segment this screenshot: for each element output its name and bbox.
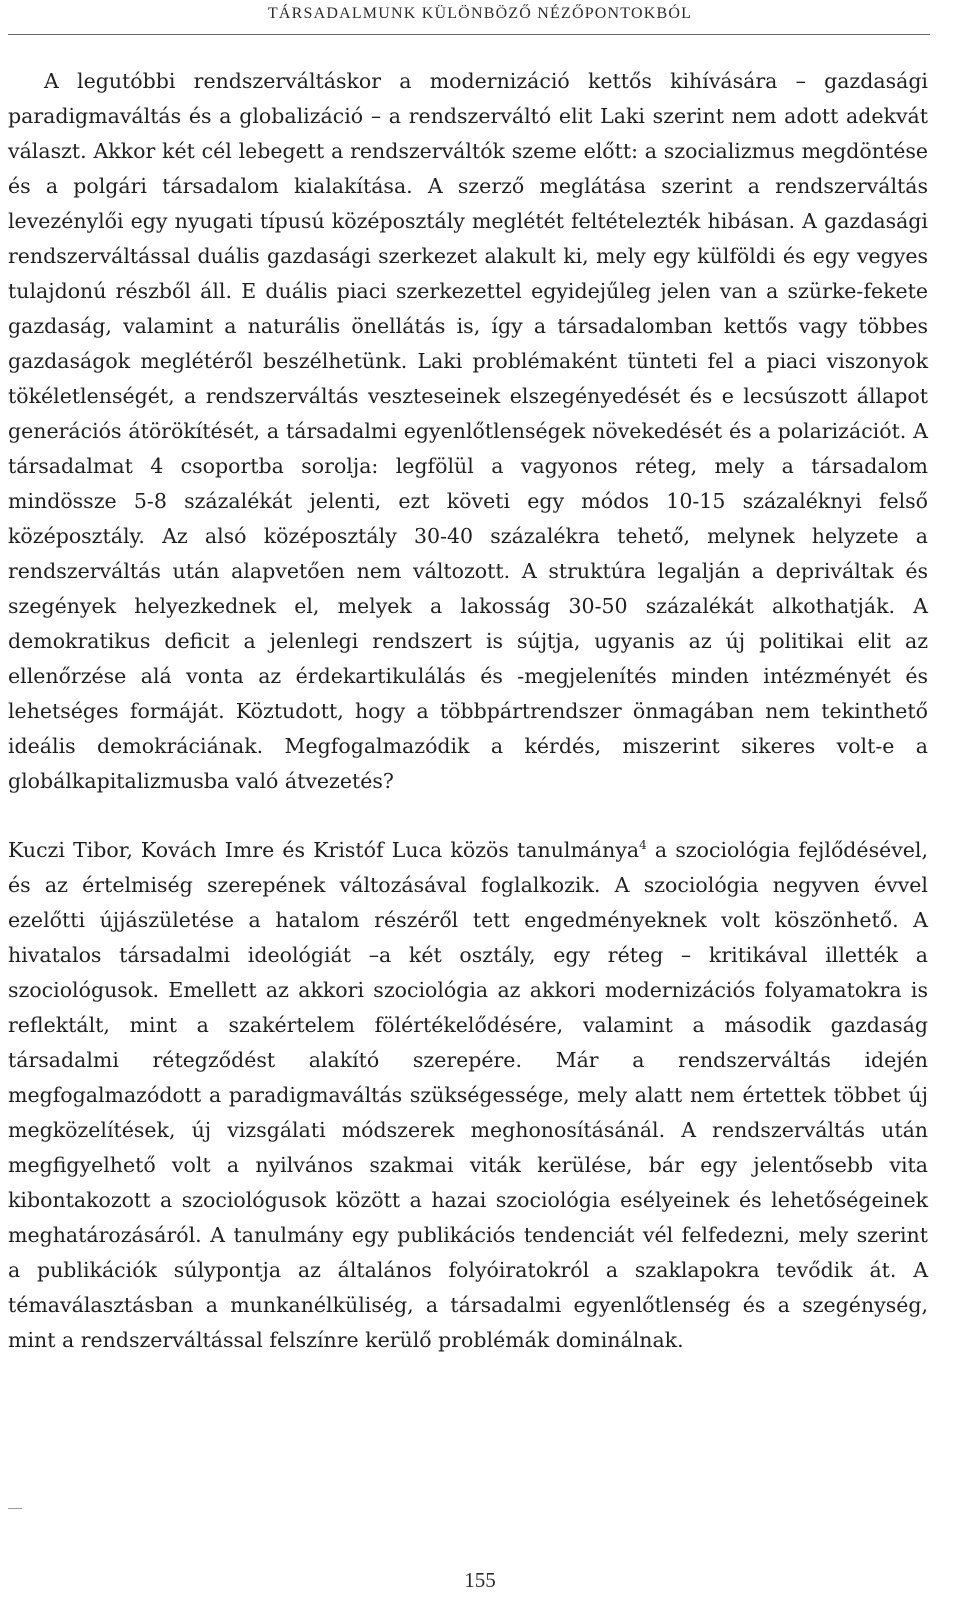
body-text (8, 64, 928, 1358)
page-number: 155 (464, 1568, 496, 1592)
footnote-rule (8, 1508, 22, 1509)
paragraph-2 (8, 833, 928, 1358)
footnote-reference[interactable]: 4 (639, 838, 647, 852)
paragraph-2-rest: a szociológia fejlődésével, és az értelmiség szerepének változásával foglalkozik. A szociológia negyven évvel ezelőtti újjászületése a hatalom részéről tett engedményeknek volt köszönhető. A hivatalos társadalmi ideológiát –a két osztály, egy réteg – kritikával illették a szociológusok. Emellett az akkori szociológia az akkori modernizációs folyamatokra is reflektált, mint a szakértelem fölértékelődésére, valamint a második gazdaság társadalmi rétegződést alakító szerepére. Már a rendszerváltás idején megfogalmazódott a paradigmaváltás szükségessége, mely alatt nem értettek többet új megközelítések, új vizsgálati módszerek meghonosításánál. A rendszerváltás után megfigyelhető volt a nyilvános szakmai viták kerülése, bár egy jelentősebb vita kibontakozott a szociológusok között a hazai szociológia esélyeinek és lehetőségeinek meghatározásáról. A tanulmány egy publikációs tendenciát vél felfedezni, mely szerint a publikációk súlypontja az általános folyóiratokról a szaklapokra tevődik át. A témaválasztásban a munkanélküliség, a társadalmi egyenlőtlenség és a szegénység, mint a rendszerváltással felszínre kerülő problémák dominálnak. (8, 838, 929, 1352)
header-rule (8, 34, 930, 35)
paragraph-1: A legutóbbi rendszerváltáskor a modernizáció kettős kihívására – gazdasági paradigmaváltás és a globalizáció – a rendszerváltó elit Laki szerint nem adott adekvát választ. Akkor két cél lebegett a rendszerváltók szeme előtt: a szocializmus megdöntése és a polgári társadalom kialakítása. A szerző meglátása szerint a rendszerváltás levezénylői egy nyugati típusú középosztály meglétét feltételezték hibásan. A gazdasági rendszerváltással duális gazdasági szerkezet alakult ki, mely egy külföldi és egy vegyes tulajdonú részből áll. E duális piaci szerkezettel egyidejűleg jelen van a szürke-fekete gazdaság, valamint a naturális önellátás is, így a társadalomban kettős vagy többes gazdaságok meglétéről beszélhetünk. Laki problémaként tünteti fel a piaci viszonyok tökéletlenségét, a rendszerváltás veszteseinek elszegényedését és e lecsúszott állapot generációs átörökítését, a társadalmi egyenlőtlenségek növekedését és a polarizációt. A társadalmat 4 csoportba sorolja: legfölül a vagyonos réteg, mely a társadalom mindössze 5-8 százalékát jelenti, ezt követi egy módos 10-15 százaléknyi felső középosztály. Az alsó középosztály 30-40 százalékra tehető, melynek helyzete a rendszerváltás után alapvetően nem változott. A struktúra legalján a depriváltak és szegények helyezkednek el, melyek a lakosság 30-50 százalékát alkothatják. A demokratikus deficit a jelenlegi rendszert is sújtja, ugyanis az új politikai elit az ellenőrzése alá vonta az érdekartikulálás és -megjelenítés minden intézményét és lehetséges formáját. Köztudott, hogy a többpártrendszer önmagában nem tekinthető ideális demokráciának. Megfogalmazódik a kérdés, miszerint sikeres volt-e a globálkapitalizmusba való átvezetés? (8, 69, 928, 793)
running-header: TÁRSADALMUNK KÜLÖNBÖZŐ NÉZŐPONTOKBÓL (267, 5, 693, 22)
paragraph-2-lead: Kuczi Tibor, Kovách Imre és Kristóf Luca közös tanulmánya (8, 838, 640, 862)
